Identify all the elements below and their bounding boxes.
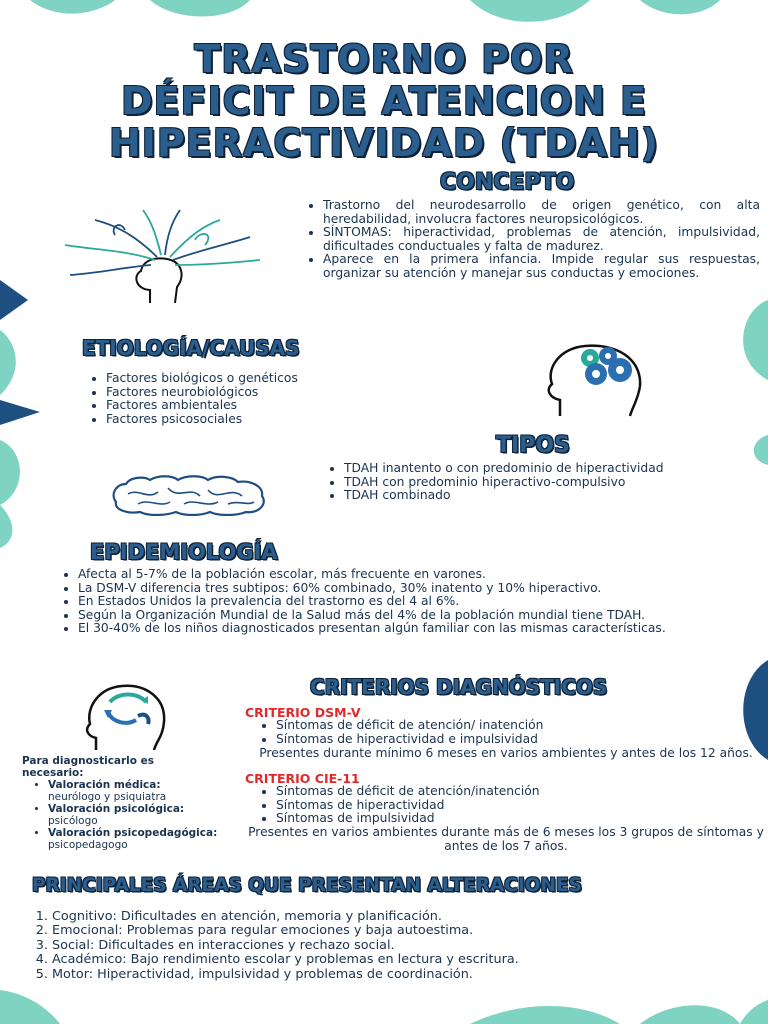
criterio-dsm-note: Presentes durante mínimo 6 meses en varios ambientes y antes de los 12 años. — [259, 746, 753, 760]
title-line-3: HIPERACTIVIDAD (TDAH) — [108, 121, 660, 165]
epidemiologia-list — [60, 568, 720, 636]
criterio-cie-list — [258, 785, 758, 826]
head-cycle-icon — [82, 680, 172, 752]
epidemiologia-heading: EPIDEMIOLOGÍA — [90, 540, 278, 564]
list-item: • Factores psicosociales — [106, 413, 418, 427]
list-item: • Según la Organización Mundial de la Salud más del 4% de la población mundial tiene TDAH. — [78, 609, 720, 623]
concepto-list — [305, 199, 760, 281]
list-item: • Aparece en la primera infancia. Impide regular sus respuestas, organizar su atención y manejar sus conductas y emociones. — [323, 253, 760, 280]
list-item: • Factores neurobiológicos — [106, 386, 418, 400]
list-item: • Síntomas de hiperactividad e impulsividad — [276, 733, 758, 747]
list-item: • Síntomas de déficit de atención/ inatención — [276, 719, 758, 733]
list-item — [48, 779, 232, 803]
list-item: • Trastorno del neurodesarrollo de origen genético, con alta heredabilidad, involucra factores neuropsicológicos. — [323, 199, 760, 226]
head-arrows-icon — [55, 205, 270, 305]
list-item: 1. Cognitivo: Dificultades en atención, memoria y planificación. — [52, 910, 750, 924]
list-item: • En Estados Unidos la prevalencia del trastorno es del 4 al 6%. — [78, 595, 720, 609]
list-item: 4. Académico: Bajo rendimiento escolar y problemas en lectura y escritura. — [52, 953, 750, 967]
concepto-heading: CONCEPTO — [440, 170, 575, 195]
etiologia-heading: ETIOLOGÍA/CAUSAS — [82, 336, 300, 360]
diagnostico-label: Valoración médica: — [48, 779, 161, 791]
list-item: • La DSM-V diferencia tres subtipos: 60% combinado, 30% inatento y 10% hiperactivo. — [78, 582, 720, 596]
criterio-cie-note: Presentes en varios ambientes durante más de 6 meses los 3 grupos de síntomas y antes de los 7 años. — [248, 825, 764, 853]
list-item: • SÍNTOMAS: hiperactividad, problemas de atención, impulsividad, dificultades conductuales y falta de madurez. — [323, 226, 760, 253]
diagnostico-label: Valoración psicológica: — [48, 803, 185, 815]
diagnostico-detail: neurólogo y psiquiatra — [48, 791, 167, 803]
list-item: • Síntomas de impulsividad — [276, 812, 758, 826]
list-item: 2. Emocional: Problemas para regular emociones y baja autoestima. — [52, 924, 750, 938]
list-item: • Factores biológicos o genéticos — [106, 372, 418, 386]
criterio-dsm-label: CRITERIO DSM-V — [245, 705, 361, 720]
list-item: 5. Motor: Hiperactividad, impulsividad y problemas de coordinación. — [52, 968, 750, 982]
list-item: 3. Social: Dificultades en interacciones y rechazo social. — [52, 939, 750, 953]
list-item: • TDAH combinado — [344, 489, 746, 503]
title-line-1: TRASTORNO POR — [194, 37, 574, 81]
tipos-heading: TIPOS — [496, 433, 570, 458]
criterio-dsm-list — [258, 719, 758, 746]
brain-icon — [108, 474, 270, 516]
criterios-heading: CRITERIOS DIAGNÓSTICOS — [310, 675, 608, 699]
list-item: • TDAH inantento o con predominio de hiperactividad — [344, 462, 746, 476]
list-item — [48, 803, 232, 827]
diagnostico-intro: Para diagnosticarlo es necesario: — [22, 755, 155, 779]
areas-list — [30, 910, 750, 982]
diagnostico-label: Valoración psicopedagógica: — [48, 827, 218, 839]
title-line-2: DÉFICIT DE ATENCION E — [121, 79, 647, 123]
diagnostico-detail: psicopedagogo — [48, 839, 128, 851]
list-item — [48, 827, 232, 851]
list-item: • Afecta al 5-7% de la población escolar, más frecuente en varones. — [78, 568, 720, 582]
list-item: • Síntomas de déficit de atención/inatención — [276, 785, 758, 799]
page-title — [40, 38, 728, 164]
areas-heading: PRINCIPALES ÁREAS QUE PRESENTAN ALTERACIONES — [32, 875, 582, 896]
list-item: • TDAH con predominio hiperactivo-compulsivo — [344, 476, 746, 490]
criterio-cie-label: CRITERIO CIE-11 — [245, 771, 360, 786]
list-item: • Factores ambientales — [106, 399, 418, 413]
list-item: • Síntomas de hiperactividad — [276, 799, 758, 813]
etiologia-list — [88, 372, 418, 426]
tipos-list — [326, 462, 746, 503]
diagnostico-box — [22, 755, 232, 851]
list-item: • El 30-40% de los niños diagnosticados presentan algún familiar con las mismas características. — [78, 622, 720, 636]
diagnostico-detail: psicólogo — [48, 815, 98, 827]
head-gears-icon — [540, 338, 660, 418]
